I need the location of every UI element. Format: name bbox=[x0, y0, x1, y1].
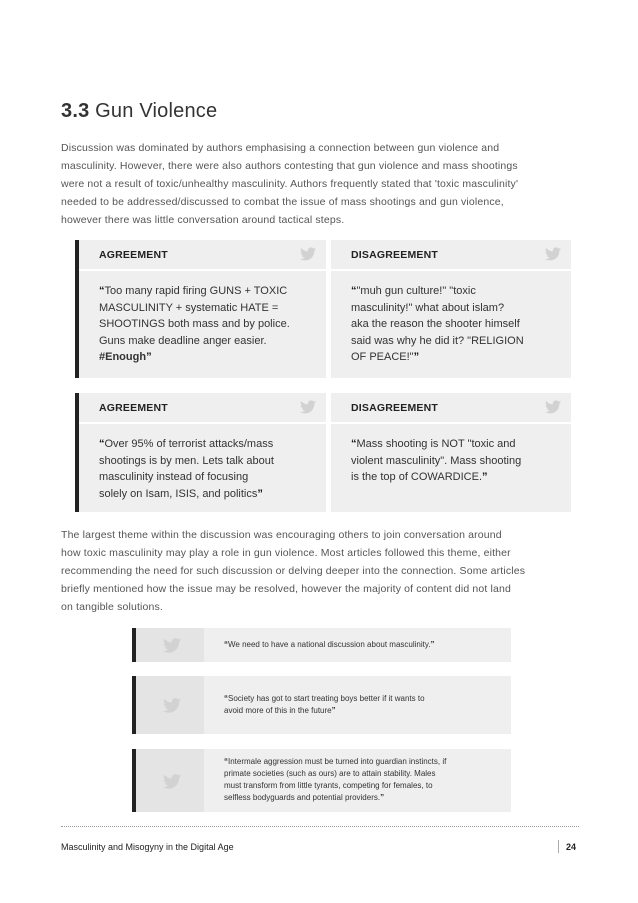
paragraph-line: on tangible solutions. bbox=[61, 601, 163, 613]
quote-line: aka the reason the shooter himself bbox=[351, 318, 520, 330]
quote-line: selfless bodyguards and potential providers.” bbox=[224, 793, 385, 802]
card-quote bbox=[79, 271, 326, 366]
quote-line: OF PEACE!"” bbox=[351, 351, 420, 363]
quote-line: Guns make deadline anger easier. bbox=[99, 334, 267, 347]
quote-strip bbox=[132, 749, 511, 812]
quote-strip bbox=[132, 628, 511, 662]
quote-line: is the top of COWARDICE.” bbox=[351, 471, 488, 483]
quote-text bbox=[224, 639, 491, 651]
quote-line: shootings is by men. Lets talk about bbox=[99, 454, 274, 467]
quote-line: “We need to have a national discussion about masculinity.” bbox=[224, 640, 435, 649]
quote-line: violent masculinity". Mass shooting bbox=[351, 454, 522, 467]
intro-paragraph bbox=[61, 139, 581, 229]
disagreement-card bbox=[331, 393, 571, 512]
footer-title: Masculinity and Misogyny in the Digital Age bbox=[61, 842, 234, 852]
disagreement-card bbox=[331, 240, 571, 378]
paragraph-line: masculinity. However, there were also authors contesting that gun violence and mass shootings bbox=[61, 160, 518, 172]
page-number: 24 bbox=[566, 842, 577, 852]
paragraph-line: were not a result of toxic/unhealthy masculinity. Authors frequently stated that 'toxic masculinity' bbox=[61, 178, 519, 190]
twitter-bird-icon bbox=[300, 247, 316, 261]
quote-line: MASCULINITY + systematic HATE = bbox=[99, 301, 279, 314]
agreement-card bbox=[75, 240, 326, 378]
quote-line: said was why he did it? "RELIGION bbox=[351, 334, 524, 347]
twitter-bird-icon bbox=[545, 247, 561, 261]
twitter-bird-icon bbox=[163, 774, 181, 789]
card-header bbox=[79, 240, 326, 271]
card-label: AGREEMENT bbox=[99, 402, 168, 414]
quote-line: “Intermale aggression must be turned into guardian instincts, if bbox=[224, 757, 447, 766]
card-quote bbox=[331, 271, 571, 366]
paragraph-line: Discussion was dominated by authors emphasising a connection between gun violence and bbox=[61, 142, 500, 154]
quote-line: avoid more of this in the future” bbox=[224, 706, 336, 715]
quote-line: solely on Isam, ISIS, and politics” bbox=[99, 487, 263, 500]
quote-line: “Mass shooting is NOT "toxic and bbox=[351, 438, 516, 450]
quote-line: “Over 95% of terrorist attacks/mass bbox=[99, 438, 274, 450]
icon-box bbox=[136, 749, 204, 812]
twitter-bird-icon bbox=[300, 400, 316, 414]
paragraph-line: recommending the need for such discussion or delving deeper into the connection. Some articles bbox=[61, 565, 526, 577]
icon-box bbox=[136, 628, 204, 662]
paragraph-line: however there was little conversation around tactical steps. bbox=[61, 214, 345, 226]
quote-line: SHOOTINGS both mass and by police. bbox=[99, 318, 290, 330]
body-paragraph bbox=[61, 526, 581, 616]
icon-box bbox=[136, 676, 204, 734]
quote-strip bbox=[132, 676, 511, 734]
quote-mark-icon: ” bbox=[413, 351, 420, 363]
section-heading bbox=[61, 100, 217, 123]
card-quote bbox=[79, 424, 326, 502]
quote-mark-icon: ” bbox=[257, 487, 263, 500]
quote-mark-icon: “ bbox=[351, 285, 357, 297]
quote-line: “Too many rapid firing GUNS + TOXIC bbox=[99, 285, 288, 297]
twitter-bird-icon bbox=[545, 400, 561, 414]
quote-mark-icon: “ bbox=[99, 438, 105, 450]
paragraph-line: how toxic masculinity may play a role in gun violence. Most articles followed this theme, either bbox=[61, 547, 511, 559]
quote-line: masculinity!" what about islam? bbox=[351, 301, 505, 314]
quote-mark-icon: ” bbox=[146, 351, 152, 363]
quote-text bbox=[224, 693, 491, 717]
card-label: DISAGREEMENT bbox=[351, 402, 438, 414]
card-header bbox=[331, 393, 571, 424]
quote-mark-icon: ” bbox=[482, 471, 488, 483]
agreement-card bbox=[75, 393, 326, 512]
quote-line: primate societies (such as ours) are to attain stability. Males bbox=[224, 769, 436, 778]
section-number: 3.3 bbox=[61, 100, 90, 122]
paragraph-line: needed to be addressed/discussed to combat the issue of mass shootings and gun violence, bbox=[61, 196, 504, 208]
card-header bbox=[79, 393, 326, 424]
card-label: DISAGREEMENT bbox=[351, 249, 438, 261]
quote-mark-icon: “ bbox=[99, 285, 105, 297]
card-quote bbox=[331, 424, 571, 486]
paragraph-line: The largest theme within the discussion was encouraging others to join conversation around bbox=[61, 529, 502, 541]
paragraph-line: briefly mentioned how the issue may be resolved, however the majority of content did not land bbox=[61, 583, 511, 595]
twitter-bird-icon bbox=[163, 698, 181, 713]
card-label: AGREEMENT bbox=[99, 249, 168, 261]
twitter-bird-icon bbox=[163, 638, 181, 653]
section-title: Gun Violence bbox=[95, 100, 218, 122]
card-header bbox=[331, 240, 571, 271]
quote-line: must transform from little tyrants, competing for females, to bbox=[224, 781, 433, 790]
quote-line: “Society has got to start treating boys better if it wants to bbox=[224, 694, 425, 703]
quote-mark-icon: “ bbox=[351, 438, 357, 450]
quote-line: “"muh gun culture!" "toxic bbox=[351, 285, 476, 297]
footer-separator bbox=[558, 840, 559, 853]
quote-text bbox=[224, 756, 491, 804]
quote-line: masculinity instead of focusing bbox=[99, 471, 249, 483]
quote-line: #Enough” bbox=[99, 351, 152, 363]
footer-divider bbox=[61, 826, 579, 827]
